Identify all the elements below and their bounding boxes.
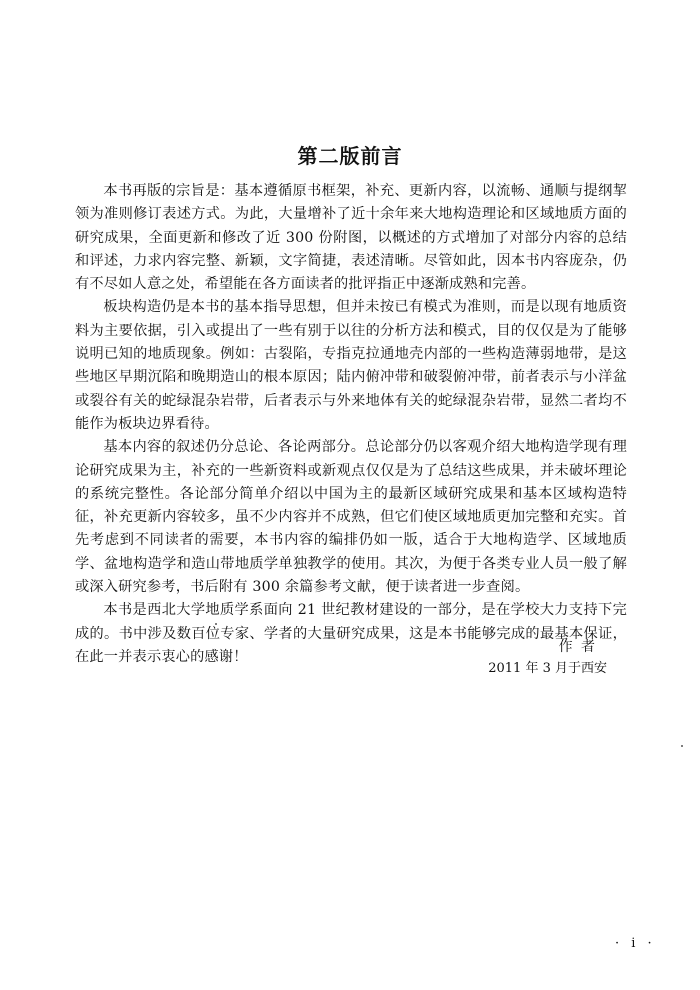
- paragraph-1: 本书再版的宗旨是：基本遵循原书框架，补充、更新内容，以流畅、通顺与提纲挈领为准则修订表述方式。为此，大量增补了近十余年来大地构造理论和区域地质方面的研究成果，全面更新和修改了近 300 份附图，以概述的方式增加了对部分内容的总结和评述，力求内容完整、新颖，文字简捷，表述清晰。尽管如此，因本书内容庞杂，仍有不尽如人意之处，希望能在各方面读者的批评指正中逐渐成熟和完善。: [75, 183, 627, 293]
- preface-body: [75, 180, 627, 669]
- page-title: 第二版前言: [297, 144, 403, 168]
- author-label: 作者: [558, 639, 604, 655]
- scan-speck: [681, 745, 683, 747]
- scan-speck: [215, 623, 217, 625]
- signature-block: [488, 636, 607, 680]
- date-place: 2011 年 3 月于西安: [488, 661, 607, 676]
- paragraph-2: 板块构造仍是本书的基本指导思想，但并未按已有模式为准则，而是以现有地质资料为主要依据，引入或提出了一些有别于以往的分析方法和模式，目的仅仅是为了能够说明已知的地质现象。例如：古裂陷，专指克拉通地壳内部的一些构造薄弱地带，是这些地区早期沉陷和晚期造山的根本原因；陆内俯冲带和破裂俯冲带，前者表示与小洋盆或裂谷有关的蛇绿混杂岩带，后者表示与外来地体有关的蛇绿混杂岩带，显然二者均不能作为板块边界看待。: [75, 299, 627, 432]
- paragraph-3: 基本内容的叙述仍分总论、各论两部分。总论部分仍以客观介绍大地构造学现有理论研究成果为主，补充的一些新资料或新观点仅仅是为了总结这些成果，并未破坏理论的系统完整性。各论部分简单介绍以中国为主的最新区域研究成果和基本区域构造特征，补充更新内容较多，虽不少内容并不成熟，但它们使区域地质更加完整和充实。首先考虑到不同读者的需要，本书内容的编排仍如一版，适合于大地构造学、区域地质学、盆地构造学和造山带地质学单独教学的使用。其次，为便于各类专业人员一般了解或深入研究参考，书后附有 300 余篇参考文献，便于读者进一步查阅。: [75, 439, 627, 596]
- paragraph-4: 本书是西北大学地质学系面向 21 世纪教材建设的一部分，是在学校大力支持下完成的。书中涉及数百位专家、学者的大量研究成果，这是本书能够完成的最基本保证，在此一并表示衷心的感谢！: [75, 602, 627, 665]
- page-number: · i ·: [615, 936, 656, 951]
